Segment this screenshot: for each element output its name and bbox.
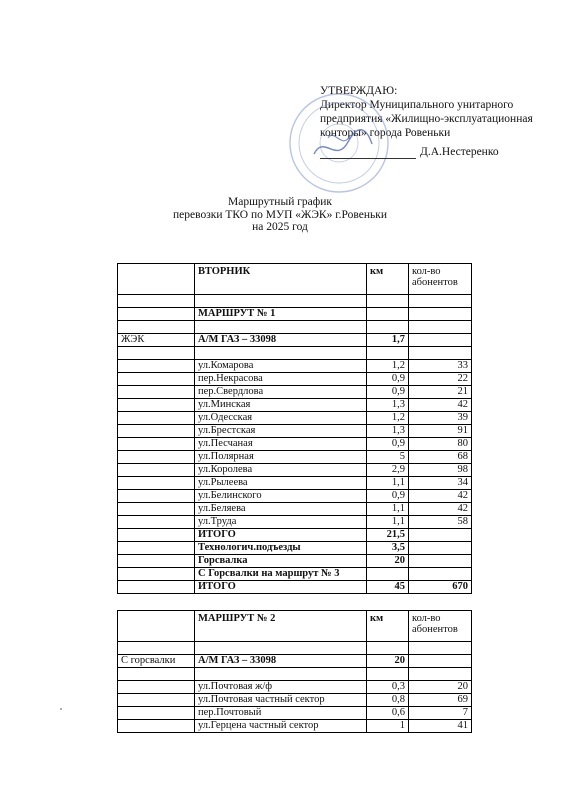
signatory-name: Д.А.Нестеренко <box>420 146 499 158</box>
street-km: 0,8 <box>367 694 409 707</box>
street-subscribers: 42 <box>409 399 472 412</box>
summary-label: Горсвалка <box>195 555 367 568</box>
empty-cell <box>118 555 195 568</box>
signature-line <box>320 158 416 159</box>
street-subscribers: 91 <box>409 425 472 438</box>
table-row <box>118 516 472 529</box>
empty-cell <box>118 681 195 694</box>
origin-cell: ЖЭК <box>118 334 195 347</box>
street-subscribers: 22 <box>409 373 472 386</box>
street-name: ул.Одесская <box>195 412 367 425</box>
table-row <box>118 464 472 477</box>
table-cell <box>118 611 195 642</box>
approval-line-3: конторы» города Ровеньки <box>320 127 451 139</box>
empty-cell <box>118 694 195 707</box>
table-row <box>118 412 472 425</box>
street-subscribers: 39 <box>409 412 472 425</box>
empty-cell <box>118 425 195 438</box>
street-subscribers: 21 <box>409 386 472 399</box>
street-name: ул.Песчаная <box>195 438 367 451</box>
street-km: 1,1 <box>367 516 409 529</box>
route-1-summary <box>118 529 472 594</box>
table-row <box>118 490 472 503</box>
table-row <box>118 373 472 386</box>
summary-label: Технологич.подъезды <box>195 542 367 555</box>
approval-line-2: предприятия «Жилищно-эксплуатационная <box>320 113 533 125</box>
table-row <box>118 386 472 399</box>
empty-cell <box>118 503 195 516</box>
vehicle-km-cell: 1,7 <box>367 334 409 347</box>
summary-row <box>118 542 472 555</box>
table-row <box>118 451 472 464</box>
empty-cell <box>118 360 195 373</box>
street-name: ул.Полярная <box>195 451 367 464</box>
summary-subscribers <box>409 529 472 542</box>
title-line-1: Маршрутный график <box>228 196 332 208</box>
scan-speck <box>60 708 62 710</box>
street-name: ул.Почтовая ж/ф <box>195 681 367 694</box>
street-name: ул.Белинского <box>195 490 367 503</box>
empty-cell <box>118 464 195 477</box>
summary-label: ИТОГО <box>195 529 367 542</box>
table-header-row <box>118 264 472 295</box>
street-subscribers: 98 <box>409 464 472 477</box>
street-km: 1,3 <box>367 425 409 438</box>
street-name: пер.Некрасова <box>195 373 367 386</box>
table-row <box>118 360 472 373</box>
summary-label: ИТОГО <box>195 581 367 594</box>
street-subscribers: 34 <box>409 477 472 490</box>
table-row <box>118 425 472 438</box>
table-row <box>118 308 472 321</box>
street-subscribers: 58 <box>409 516 472 529</box>
street-km: 0,9 <box>367 373 409 386</box>
route-2-table <box>117 610 472 733</box>
route-1-streets <box>118 360 472 529</box>
summary-row <box>118 581 472 594</box>
table-row <box>118 321 472 334</box>
table-row <box>118 642 472 655</box>
table-row <box>118 668 472 681</box>
street-km: 1,2 <box>367 360 409 373</box>
summary-row <box>118 529 472 542</box>
street-name: ул.Труда <box>195 516 367 529</box>
summary-label: С Горсвалки на маршрут № 3 <box>195 568 367 581</box>
empty-cell <box>118 412 195 425</box>
street-subscribers: 20 <box>409 681 472 694</box>
summary-row <box>118 568 472 581</box>
approval-heading: УТВЕРЖДАЮ: <box>320 85 398 97</box>
street-subscribers: 41 <box>409 720 472 733</box>
table-row <box>118 503 472 516</box>
vehicle-cell: А/М ГАЗ – 33098 <box>195 334 367 347</box>
route-label: МАРШРУТ № 1 <box>195 308 367 321</box>
street-subscribers: 69 <box>409 694 472 707</box>
vehicle-cell: А/М ГАЗ – 33098 <box>195 655 367 668</box>
table-row <box>118 681 472 694</box>
table-row <box>118 720 472 733</box>
street-name: ул.Минская <box>195 399 367 412</box>
title-line-3: на 2025 год <box>252 221 308 233</box>
summary-km <box>367 568 409 581</box>
summary-km: 21,5 <box>367 529 409 542</box>
empty-cell <box>118 373 195 386</box>
table-row <box>118 694 472 707</box>
table-row <box>118 477 472 490</box>
empty-cell <box>118 542 195 555</box>
day-header: ВТОРНИК <box>195 264 367 295</box>
street-name: пер.Почтовый <box>195 707 367 720</box>
empty-cell <box>118 720 195 733</box>
origin-cell: С горсвалки <box>118 655 195 668</box>
approval-block <box>320 84 533 140</box>
table-row <box>118 347 472 360</box>
street-km: 1,1 <box>367 503 409 516</box>
street-subscribers: 42 <box>409 490 472 503</box>
km-header: км <box>367 264 409 295</box>
route-1-table <box>117 263 472 594</box>
table-row <box>118 707 472 720</box>
street-subscribers: 7 <box>409 707 472 720</box>
street-name: пер.Свердлова <box>195 386 367 399</box>
empty-cell <box>118 386 195 399</box>
street-name: ул.Брестская <box>195 425 367 438</box>
street-subscribers: 42 <box>409 503 472 516</box>
empty-cell <box>118 516 195 529</box>
street-km: 0,6 <box>367 707 409 720</box>
empty-cell <box>118 568 195 581</box>
vehicle-row <box>118 334 472 347</box>
route-label: МАРШРУТ № 2 <box>195 611 367 642</box>
street-km: 0,9 <box>367 386 409 399</box>
vehicle-km-cell: 20 <box>367 655 409 668</box>
empty-cell <box>118 399 195 412</box>
street-km: 1,2 <box>367 412 409 425</box>
table-row <box>118 399 472 412</box>
street-name: ул.Герцена частный сектор <box>195 720 367 733</box>
street-name: ул.Комарова <box>195 360 367 373</box>
street-km: 2,9 <box>367 464 409 477</box>
empty-cell <box>118 438 195 451</box>
table-row <box>118 438 472 451</box>
summary-row <box>118 555 472 568</box>
empty-cell <box>118 490 195 503</box>
empty-cell <box>118 451 195 464</box>
summary-subscribers <box>409 568 472 581</box>
subscribers-header: кол-во абонентов <box>409 611 472 642</box>
street-subscribers: 80 <box>409 438 472 451</box>
document-title <box>150 196 410 234</box>
summary-subscribers: 670 <box>409 581 472 594</box>
km-header: км <box>367 611 409 642</box>
street-subscribers: 33 <box>409 360 472 373</box>
table-cell <box>118 264 195 295</box>
empty-cell <box>118 707 195 720</box>
empty-cell <box>118 581 195 594</box>
street-name: ул.Королева <box>195 464 367 477</box>
empty-cell <box>118 529 195 542</box>
street-km: 1,3 <box>367 399 409 412</box>
street-km: 1,1 <box>367 477 409 490</box>
summary-subscribers <box>409 555 472 568</box>
vehicle-row <box>118 655 472 668</box>
summary-subscribers <box>409 542 472 555</box>
approval-line-1: Директор Муниципального унитарного <box>320 99 514 111</box>
summary-km: 20 <box>367 555 409 568</box>
table-row <box>118 295 472 308</box>
street-km: 0,9 <box>367 490 409 503</box>
table-header-row <box>118 611 472 642</box>
summary-km: 3,5 <box>367 542 409 555</box>
route-2-streets <box>118 681 472 733</box>
street-km: 0,3 <box>367 681 409 694</box>
street-name: ул.Почтовая частный сектор <box>195 694 367 707</box>
street-name: ул.Рылеева <box>195 477 367 490</box>
street-km: 5 <box>367 451 409 464</box>
street-km: 0,9 <box>367 438 409 451</box>
title-line-2: перевозки ТКО по МУП «ЖЭК» г.Ровеньки <box>173 208 387 221</box>
street-subscribers: 68 <box>409 451 472 464</box>
empty-cell <box>118 477 195 490</box>
subscribers-header: кол-во абонентов <box>409 264 472 295</box>
street-km: 1 <box>367 720 409 733</box>
street-name: ул.Беляева <box>195 503 367 516</box>
summary-km: 45 <box>367 581 409 594</box>
